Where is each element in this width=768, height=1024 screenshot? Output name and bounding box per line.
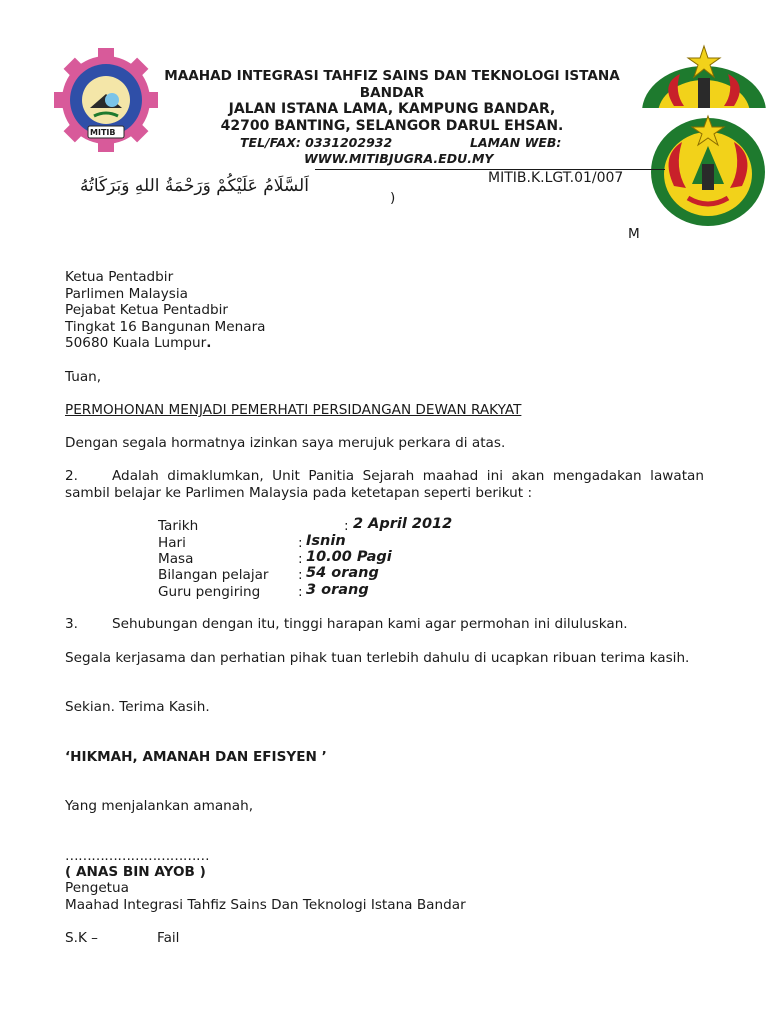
detail-value-hari: Isnin [306,533,346,549]
detail-label-guru: Guru pengiring [158,584,261,600]
detail-label-hari: Hari [158,535,186,551]
recipient-line-4: Tingkat 16 Bangunan Menara [65,319,266,335]
detail-label-pelajar: Bilangan pelajar [158,567,269,583]
school-name-line1: MAAHAD INTEGRASI TAHFIZ SAINS DAN TEKNOLOGI ISTANA [164,68,620,84]
recipient-period: . [206,335,212,351]
detail-label-tarikh: Tarikh [158,518,199,534]
detail-sep-masa: : [298,551,303,567]
detail-value-masa: 10.00 Pagi [306,549,392,565]
recipient-line-5 [65,335,211,352]
paragraph-2-text: Adalah dimaklumkan, Unit Panitia Sejarah maahad ini akan mengadakan lawatan sambil belajar ke Parlimen Malaysia pada ketetapan seperti berikut : [65,468,704,501]
address-line2: 42700 BANTING, SELANGOR DARUL EHSAN. [220,118,564,134]
sign-off: Yang menjalankan amanah, [65,798,254,814]
reference-number: MITIB.K.LGT.01/007 [488,170,624,186]
detail-sep-guru: : [298,584,303,600]
date-paren: ) [390,190,396,206]
header-rule [315,169,665,170]
detail-label-masa: Masa [158,551,194,567]
signature-dots: …………………………… [65,848,210,864]
paragraph-2-number: 2. [65,468,78,484]
signatory-position: Pengetua [65,880,129,896]
signatory-name: ( ANAS BIN AYOB ) [65,864,206,880]
recipient-postcode: 50680 Kuala Lumpur [65,335,207,351]
detail-value-tarikh: 2 April 2012 [353,516,453,532]
signatory-institution: Maahad Integrasi Tahfiz Sains Dan Teknologi Istana Bandar [65,897,466,913]
paragraph-1: Dengan segala hormatnya izinkan saya merujuk perkara di atas. [65,435,506,451]
paragraph-4: Segala kerjasama dan perhatian pihak tuan terlebih dahulu di ucapkan ribuan terima kasih. [65,650,690,666]
paragraph-3-number: 3. [65,616,78,632]
tel-fax: TEL/FAX: 0331202932 [240,135,393,150]
state-crest [648,112,768,228]
school-logo [50,44,162,156]
logo-text: MITIB [90,128,116,137]
salutation: Tuan, [65,369,102,385]
recipient-line-2: Parlimen Malaysia [65,286,189,302]
recipient-line-1: Ketua Pentadbir [65,269,174,285]
closing-line: Sekian. Terima Kasih. [65,699,210,715]
recipient-line-3: Pejabat Ketua Pentadbir [65,302,228,318]
paragraph-3-text: Sehubungan dengan itu, tinggi harapan kami agar permohan ini diluluskan. [112,616,628,632]
detail-sep-pelajar: : [298,567,303,583]
motto: ‘HIKMAH, AMANAH DAN EFISYEN ’ [65,749,327,765]
date-fragment: M [628,226,640,242]
detail-value-guru: 3 orang [306,582,369,598]
arabic-greeting: اَلسَّلَامُ عَلَيْكُمْ وَرَحْمَةُ اللهِ وَبَرَكَاتُهُ [80,176,309,196]
detail-sep-tarikh: : [344,518,349,534]
cc-value: Fail [157,930,180,946]
subject-line: PERMOHONAN MENJADI PEMERHATI PERSIDANGAN DEWAN RAKYAT [65,402,522,418]
paragraph-2 [65,468,704,501]
detail-sep-hari: : [298,535,303,551]
detail-value-pelajar: 54 orang [306,565,379,581]
website: WWW.MITIBJUGRA.EDU.MY [304,151,494,166]
address-line1: JALAN ISTANA LAMA, KAMPUNG BANDAR, [228,101,556,117]
school-name-line2: BANDAR [359,85,425,101]
paragraph-3 [65,616,628,633]
state-crest-top [640,44,768,108]
cc-label: S.K – [65,930,98,946]
web-label: LAMAN WEB: [470,135,562,150]
